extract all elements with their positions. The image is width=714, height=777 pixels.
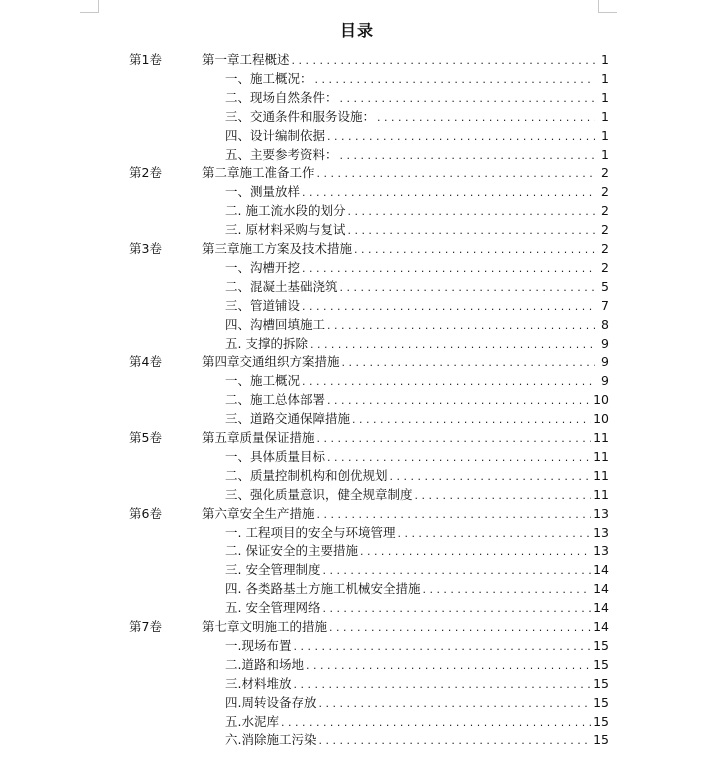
toc-page-number: 2 <box>601 259 609 275</box>
toc-section-row[interactable] <box>0 448 714 467</box>
toc-page-number: 11 <box>593 430 609 445</box>
toc-entry-title: 五.水泥库 <box>225 713 279 729</box>
toc-page-number: 15 <box>593 713 609 729</box>
toc-entry-title: 第三章施工方案及技术措施 <box>202 241 353 256</box>
toc-section-row[interactable] <box>0 183 714 202</box>
toc-dot-leader <box>302 183 595 203</box>
toc-entry-title: 一、测量放样 <box>225 184 301 200</box>
toc-entry-title: 一、沟槽开挖 <box>225 259 301 275</box>
toc-section-row[interactable] <box>0 259 714 278</box>
toc-section-row[interactable] <box>0 731 714 750</box>
toc-entry[interactable] <box>225 278 609 298</box>
toc-entry-title: 二. 施工流水段的划分 <box>225 203 346 219</box>
toc-volume-label: 第3卷 <box>129 241 162 256</box>
toc-page-number: 2 <box>601 222 609 238</box>
toc-entry[interactable] <box>225 486 609 506</box>
toc-page-number: 15 <box>593 656 609 672</box>
toc-section-row[interactable] <box>0 599 714 618</box>
toc-chapter-row[interactable] <box>0 240 714 259</box>
toc-entry-title: 四、沟槽回填施工 <box>225 316 326 332</box>
toc-entry[interactable] <box>225 259 609 279</box>
toc-entry[interactable] <box>202 353 609 373</box>
toc-dot-leader <box>318 694 591 714</box>
toc-entry-title: 第二章施工准备工作 <box>202 165 315 181</box>
toc-page-number: 2 <box>601 184 609 200</box>
toc-page-number: 2 <box>601 165 609 181</box>
toc-section-row[interactable] <box>0 278 714 297</box>
toc-page-number: 11 <box>593 467 609 483</box>
toc-section-row[interactable] <box>0 221 714 240</box>
toc-page-number: 11 <box>593 448 609 464</box>
toc-dot-leader <box>302 297 595 317</box>
toc-section-row[interactable] <box>0 89 714 108</box>
toc-entry-title: 五. 支撑的拆除 <box>225 335 308 351</box>
toc-dot-leader <box>293 675 591 695</box>
toc-dot-leader <box>327 127 595 147</box>
toc-dot-leader <box>360 542 591 562</box>
toc-section-row[interactable] <box>0 486 714 505</box>
toc-entry[interactable] <box>225 70 609 90</box>
toc-section-row[interactable] <box>0 127 714 146</box>
toc-dot-leader <box>377 108 595 128</box>
toc-dot-leader <box>340 278 595 298</box>
toc-dot-leader <box>317 429 592 449</box>
toc-section-row[interactable] <box>0 108 714 127</box>
toc-section-row[interactable] <box>0 542 714 561</box>
toc-dot-leader <box>327 316 595 336</box>
toc-page-number: 13 <box>593 543 609 559</box>
toc-page-number: 2 <box>601 203 609 219</box>
toc-entry[interactable] <box>225 410 609 430</box>
toc-page-number: 14 <box>593 581 609 597</box>
toc-entry-title: 一.现场布置 <box>225 637 292 653</box>
toc-page-number: 13 <box>593 505 609 521</box>
toc-entry[interactable] <box>225 146 609 166</box>
toc-dot-leader <box>310 335 595 355</box>
toc-entry[interactable] <box>202 240 609 260</box>
toc-entry[interactable] <box>202 164 609 184</box>
toc-entry-title: 二、质量控制机构和创优规划 <box>225 467 388 483</box>
toc-chapter-row[interactable] <box>0 353 714 372</box>
toc-entry-title: 四. 各类路基土方施工机械安全措施 <box>225 581 421 597</box>
toc-entry-title: 二、现场自然条件： <box>225 89 338 105</box>
toc-page-number: 15 <box>593 637 609 653</box>
toc-page-number: 1 <box>601 52 609 67</box>
toc-dot-leader <box>347 202 595 222</box>
toc-section-row[interactable] <box>0 316 714 335</box>
toc-entry-title: 三. 原材料采购与复试 <box>225 222 346 238</box>
toc-entry-title: 二、混凝土基础浇筑 <box>225 278 338 294</box>
toc-entry[interactable] <box>225 221 609 241</box>
toc-entry-title: 三. 安全管理制度 <box>225 562 321 578</box>
toc-entry[interactable] <box>202 429 609 449</box>
toc-page-number: 2 <box>601 241 609 256</box>
toc-section-row[interactable] <box>0 391 714 410</box>
toc-entry-title: 一、施工概况： <box>225 70 313 86</box>
toc-entry-title: 一. 工程项目的安全与环境管理 <box>225 524 396 540</box>
toc-page-number: 9 <box>601 335 609 351</box>
toc-dot-leader <box>340 89 595 109</box>
toc-page-number: 9 <box>601 373 609 389</box>
toc-entry-title: 四.周转设备存放 <box>225 694 317 710</box>
toc-entry[interactable] <box>225 183 609 203</box>
toc-entry-title: 第六章安全生产措施 <box>202 505 315 521</box>
toc-page-number: 1 <box>601 89 609 105</box>
toc-entry-title: 六.消除施工污染 <box>225 732 317 748</box>
toc-entry[interactable] <box>225 694 609 714</box>
toc-page-number: 14 <box>593 619 609 634</box>
toc-volume-label: 第2卷 <box>129 165 162 181</box>
toc-dot-leader <box>322 599 591 619</box>
toc-chapter-row[interactable] <box>0 429 714 448</box>
toc-dot-leader <box>317 505 592 525</box>
toc-entry[interactable] <box>225 391 609 411</box>
toc-page-number: 8 <box>601 316 609 332</box>
toc-dot-leader <box>340 146 595 166</box>
toc-entry[interactable] <box>225 731 609 751</box>
toc-section-row[interactable] <box>0 467 714 486</box>
toc-dot-leader <box>397 524 591 544</box>
toc-entry[interactable] <box>225 372 609 392</box>
toc-entry-title: 第四章交通组织方案措施 <box>202 354 340 370</box>
toc-dot-leader <box>302 259 595 279</box>
toc-dot-leader <box>322 561 591 581</box>
toc-volume-label: 第6卷 <box>129 505 162 521</box>
toc-page-number: 15 <box>593 675 609 691</box>
toc-dot-leader <box>327 448 591 468</box>
toc-page-number: 10 <box>593 392 609 408</box>
toc-dot-leader <box>306 656 591 676</box>
toc-entry[interactable] <box>202 618 609 638</box>
toc-entry[interactable] <box>225 599 609 619</box>
toc-section-row[interactable] <box>0 524 714 543</box>
toc-section-row[interactable] <box>0 70 714 89</box>
toc-volume-label: 第1卷 <box>129 52 162 67</box>
toc-entry[interactable] <box>225 467 609 487</box>
toc-page-number: 13 <box>593 524 609 540</box>
toc-entry-title: 二.道路和场地 <box>225 656 304 672</box>
toc-page-number: 10 <box>593 411 609 427</box>
toc-dot-leader <box>292 51 595 71</box>
toc-chapter-row[interactable] <box>0 505 714 524</box>
toc-section-row[interactable] <box>0 297 714 316</box>
toc-entry-title: 三、强化质量意识，健全规章制度 <box>225 486 413 502</box>
page-corner-mark-right <box>598 0 617 13</box>
toc-entry-title: 二、施工总体部署 <box>225 392 326 408</box>
toc-page-number: 15 <box>593 694 609 710</box>
toc-entry[interactable] <box>225 127 609 147</box>
toc-entry-title: 四、设计编制依据 <box>225 127 326 143</box>
toc-section-row[interactable] <box>0 656 714 675</box>
toc-chapter-row[interactable] <box>0 51 714 70</box>
toc-entry-title: 一、具体质量目标 <box>225 448 326 464</box>
toc-entry[interactable] <box>225 202 609 222</box>
toc-dot-leader <box>329 618 591 638</box>
toc-page-number: 1 <box>601 127 609 143</box>
toc-section-row[interactable] <box>0 637 714 656</box>
toc-section-row[interactable] <box>0 146 714 165</box>
toc-chapter-row[interactable] <box>0 618 714 637</box>
toc-entry[interactable] <box>225 448 609 468</box>
toc-entry-title: 五. 安全管理网络 <box>225 600 321 616</box>
toc-dot-leader <box>415 486 592 506</box>
toc-page-number: 5 <box>601 278 609 294</box>
toc-page-number: 15 <box>593 732 609 748</box>
toc-dot-leader <box>318 731 591 751</box>
toc-section-row[interactable] <box>0 580 714 599</box>
toc-entry[interactable] <box>225 108 609 128</box>
toc-volume-label: 第4卷 <box>129 354 162 370</box>
toc-entry-title: 一、施工概况 <box>225 373 301 389</box>
toc-entry[interactable] <box>225 89 609 109</box>
toc-entry-title: 第五章质量保证措施 <box>202 430 315 445</box>
toc-page-number: 11 <box>593 486 609 502</box>
toc-entry[interactable] <box>202 51 609 71</box>
toc-dot-leader <box>354 240 595 260</box>
toc-entry[interactable] <box>225 561 609 581</box>
toc-page-number: 14 <box>593 562 609 578</box>
toc-dot-leader <box>317 164 595 184</box>
page-corner-mark-left <box>80 0 99 13</box>
toc-dot-leader <box>281 713 591 733</box>
toc-entry-title: 三、交通条件和服务设施： <box>225 108 376 124</box>
toc-entry[interactable] <box>225 580 609 600</box>
toc-dot-leader <box>302 372 595 392</box>
toc-entry-title: 五、主要参考资料： <box>225 146 338 162</box>
toc-entry-title: 三、道路交通保障措施 <box>225 411 351 427</box>
toc-page-number: 7 <box>601 297 609 313</box>
toc-section-row[interactable] <box>0 694 714 713</box>
toc-dot-leader <box>390 467 592 487</box>
toc-volume-label: 第7卷 <box>129 619 162 634</box>
toc-entry-title: 第七章文明施工的措施 <box>202 619 328 634</box>
toc-dot-leader <box>347 221 595 241</box>
toc-chapter-row[interactable] <box>0 164 714 183</box>
toc-section-row[interactable] <box>0 561 714 580</box>
toc-entry[interactable] <box>225 524 609 544</box>
toc-entry[interactable] <box>225 335 609 355</box>
toc-title: 目录 <box>339 21 374 40</box>
toc-section-row[interactable] <box>0 713 714 732</box>
toc-section-row[interactable] <box>0 202 714 221</box>
toc-entry[interactable] <box>225 542 609 562</box>
toc-entry-title: 三.材料堆放 <box>225 675 292 691</box>
toc-section-row[interactable] <box>0 410 714 429</box>
toc-dot-leader <box>315 70 595 90</box>
toc-entry-title: 第一章工程概述 <box>202 52 290 67</box>
toc-entry[interactable] <box>225 675 609 695</box>
toc-entry[interactable] <box>225 713 609 733</box>
toc-dot-leader <box>342 353 595 373</box>
toc-section-row[interactable] <box>0 675 714 694</box>
toc-page-number: 14 <box>593 600 609 616</box>
toc-entry-title: 三、管道铺设 <box>225 297 301 313</box>
toc-section-row[interactable] <box>0 372 714 391</box>
toc-entry[interactable] <box>202 505 609 525</box>
toc-dot-leader <box>352 410 591 430</box>
toc-entry[interactable] <box>225 316 609 336</box>
toc-entry[interactable] <box>225 297 609 317</box>
toc-entry-title: 二. 保证安全的主要措施 <box>225 543 358 559</box>
toc-page-number: 1 <box>601 146 609 162</box>
toc-dot-leader <box>422 580 591 600</box>
toc-section-row[interactable] <box>0 335 714 354</box>
toc-entry[interactable] <box>225 656 609 676</box>
toc-dot-leader <box>293 637 591 657</box>
toc-dot-leader <box>327 391 591 411</box>
toc-page-number: 1 <box>601 108 609 124</box>
toc-page-number: 1 <box>601 70 609 86</box>
toc-entry[interactable] <box>225 637 609 657</box>
toc-page-number: 9 <box>601 354 609 370</box>
toc-volume-label: 第5卷 <box>129 430 162 445</box>
